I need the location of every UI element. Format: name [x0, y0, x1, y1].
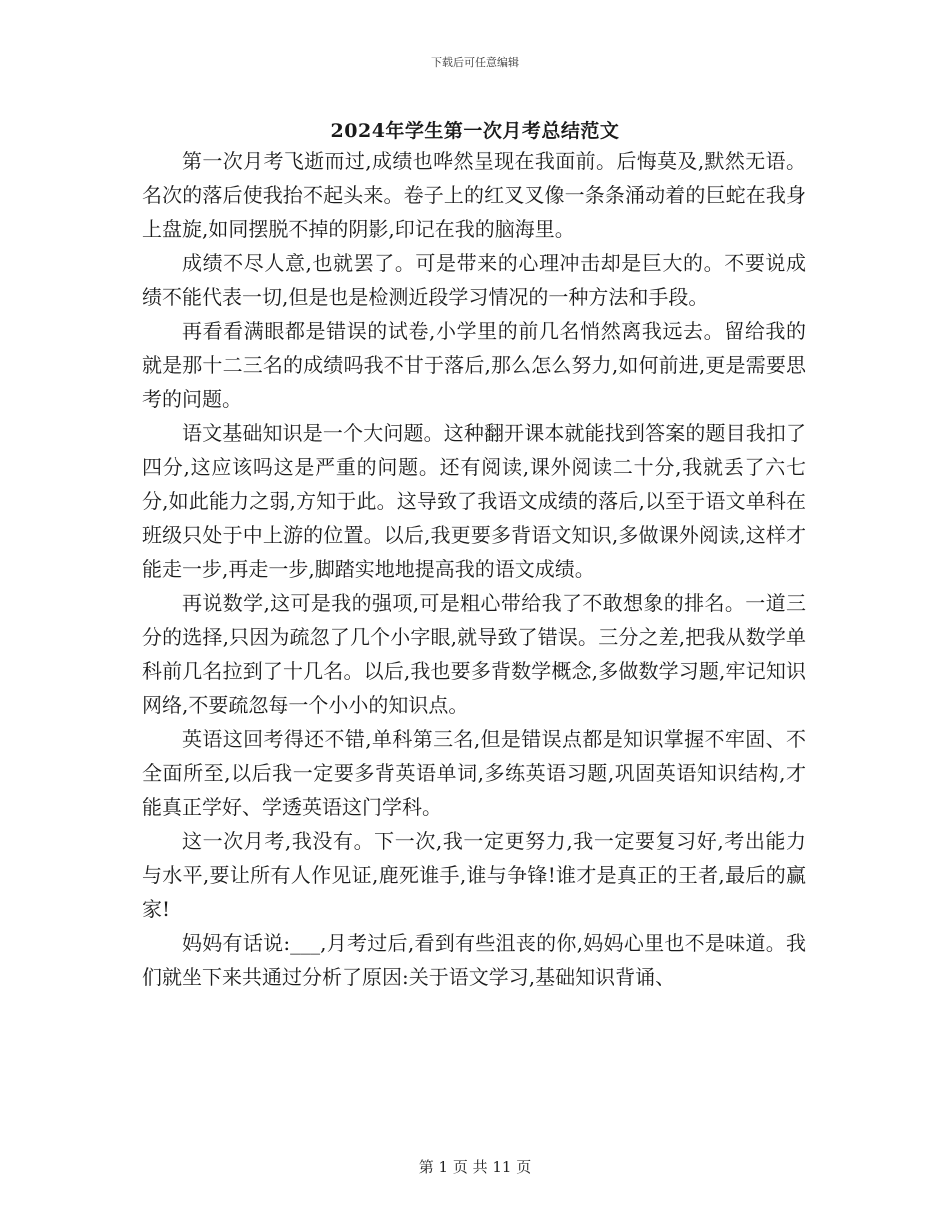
page-header-note: 下载后可任意编辑: [431, 56, 519, 69]
paragraph: 成绩不尽人意,也就罢了。可是带来的心理冲击却是巨大的。不要说成绩不能代表一切,但是也是检测近段学习情况的一种方法和手段。: [142, 251, 806, 309]
paragraph: 再说数学,这可是我的强项,可是粗心带给我了不敢想象的排名。一道三分的选择,只因为疏忽了几个小字眼,就导致了错误。三分之差,把我从数学单科前几名拉到了十几名。以后,我也要多背数学概念,多做数学习题,牢记知识网络,不要疏忽每一个小小的知识点。: [142, 591, 806, 717]
paragraph: 再看看满眼都是错误的试卷,小学里的前几名悄然离我远去。留给我的就是那十二三名的成绩吗我不甘于落后,那么怎么努力,如何前进,更是需要思考的问题。: [142, 319, 806, 411]
paragraph: 第一次月考飞逝而过,成绩也哗然呈现在我面前。后悔莫及,默然无语。名次的落后使我抬不起头来。卷子上的红叉叉像一条条涌动着的巨蛇在我身上盘旋,如同摆脱不掉的阴影,印记在我的脑海里。: [142, 149, 806, 241]
page-number: 第 1 页 共 11 页: [418, 1158, 532, 1176]
paragraph: 语文基础知识是一个大问题。这种翻开课本就能找到答案的题目我扣了四分,这应该吗这是严重的问题。还有阅读,课外阅读二十分,我就丢了六七分,如此能力之弱,方知于此。这导致了我语文成绩的落后,以至于语文单科在班级只处于中上游的位置。以后,我更要多背语文知识,多做课外阅读,这样才能走一步,再走一步,脚踏实地地提高我的语文成绩。: [142, 421, 806, 581]
paragraph: 这一次月考,我没有。下一次,我一定更努力,我一定要复习好,考出能力与水平,要让所有人作见证,鹿死谁手,谁与争锋!谁才是真正的王者,最后的赢家!: [142, 829, 806, 921]
document-title: 2024年学生第一次月考总结范文: [330, 120, 620, 142]
document-body: [142, 144, 806, 994]
paragraph: 英语这回考得还不错,单科第三名,但是错误点都是知识掌握不牢固、不全面所至,以后我一定要多背英语单词,多练英语习题,巩固英语知识结构,才能真正学好、学透英语这门学科。: [142, 727, 806, 819]
paragraph: 妈妈有话说:___,月考过后,看到有些沮丧的你,妈妈心里也不是味道。我们就坐下来共通过分析了原因:关于语文学习,基础知识背诵、: [142, 931, 806, 989]
